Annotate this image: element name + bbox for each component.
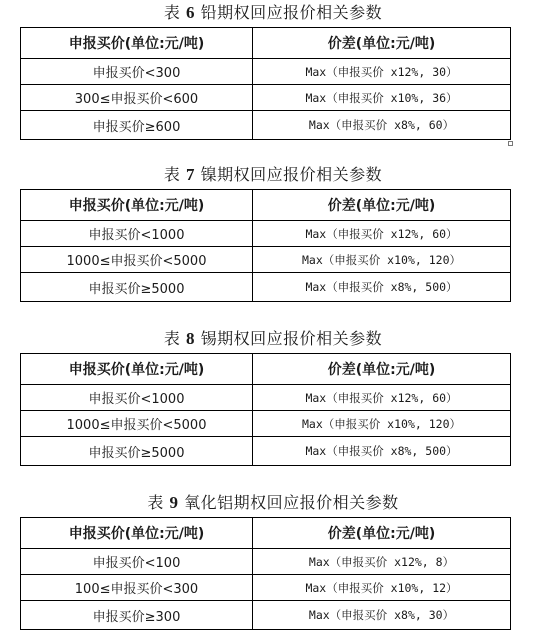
table-row xyxy=(21,437,511,466)
table-row xyxy=(21,221,511,247)
price-range-cell: 申报买价≥300 xyxy=(21,601,253,630)
table-title: 铅期权回应报价相关参数 xyxy=(200,3,383,22)
spread-header: 价差(单位:元/吨) xyxy=(253,518,511,549)
price-range-cell: 1000≤申报买价<5000 xyxy=(21,247,253,273)
spread-formula-cell: Max（申报买价 x10%, 120） xyxy=(253,411,511,437)
spread-header: 价差(单位:元/吨) xyxy=(253,354,511,385)
table-label: 表 xyxy=(163,3,181,22)
table-row xyxy=(21,85,511,111)
price-range-cell: 申报买价<300 xyxy=(21,59,253,85)
table-row xyxy=(21,601,511,630)
table-label: 表 xyxy=(147,493,164,512)
table-label: 表 xyxy=(163,329,181,348)
spread-formula-cell: Max（申报买价 x12%, 30） xyxy=(253,59,511,85)
table-6 xyxy=(20,27,511,140)
price-header: 申报买价(单位:元/吨) xyxy=(21,28,253,59)
header-row xyxy=(21,354,511,385)
spread-formula-cell: Max（申报买价 x12%, 60） xyxy=(253,221,511,247)
table-label: 表 xyxy=(163,165,181,184)
spread-header: 价差(单位:元/吨) xyxy=(253,28,511,59)
price-range-cell: 300≤申报买价<600 xyxy=(21,85,253,111)
table-7-caption xyxy=(0,165,546,187)
price-header: 申报买价(单位:元/吨) xyxy=(21,354,253,385)
price-range-cell: 申报买价<1000 xyxy=(21,221,253,247)
table-9-caption xyxy=(0,493,546,515)
spread-formula-cell: Max（申报买价 x10%, 12） xyxy=(253,575,511,601)
table-row xyxy=(21,273,511,302)
price-range-cell: 申报买价≥5000 xyxy=(21,437,253,466)
table-9 xyxy=(20,517,511,630)
table-row xyxy=(21,111,511,140)
price-range-cell: 申报买价<100 xyxy=(21,549,253,575)
price-header: 申报买价(单位:元/吨) xyxy=(21,190,253,221)
table-title: 氧化铝期权回应报价相关参数 xyxy=(184,493,399,512)
spread-formula-cell: Max（申报买价 x10%, 36） xyxy=(253,85,511,111)
table-row xyxy=(21,575,511,601)
price-range-cell: 申报买价<1000 xyxy=(21,385,253,411)
table-number: 9 xyxy=(169,493,179,512)
table-7 xyxy=(20,189,511,302)
spread-formula-cell: Max（申报买价 x12%, 8） xyxy=(253,549,511,575)
table-row xyxy=(21,385,511,411)
table-number: 7 xyxy=(186,165,195,184)
spread-formula-cell: Max（申报买价 x10%, 120） xyxy=(253,247,511,273)
spread-formula-cell: Max（申报买价 x8%, 30） xyxy=(253,601,511,630)
price-range-cell: 100≤申报买价<300 xyxy=(21,575,253,601)
table-number: 8 xyxy=(186,329,195,348)
spread-formula-cell: Max（申报买价 x8%, 500） xyxy=(253,437,511,466)
header-row xyxy=(21,190,511,221)
table-8-caption xyxy=(0,329,546,351)
spread-formula-cell: Max（申报买价 x12%, 60） xyxy=(253,385,511,411)
spread-header: 价差(单位:元/吨) xyxy=(253,190,511,221)
spread-formula-cell: Max（申报买价 x8%, 500） xyxy=(253,273,511,302)
price-range-cell: 申报买价≥600 xyxy=(21,111,253,140)
table-title: 镍期权回应报价相关参数 xyxy=(200,165,383,184)
price-range-cell: 申报买价≥5000 xyxy=(21,273,253,302)
table-resize-handle[interactable] xyxy=(508,141,513,146)
table-row xyxy=(21,411,511,437)
table-6-caption xyxy=(0,3,546,25)
table-8 xyxy=(20,353,511,466)
price-header: 申报买价(单位:元/吨) xyxy=(21,518,253,549)
spread-formula-cell: Max（申报买价 x8%, 60） xyxy=(253,111,511,140)
table-row xyxy=(21,59,511,85)
header-row xyxy=(21,28,511,59)
table-title: 锡期权回应报价相关参数 xyxy=(200,329,383,348)
header-row xyxy=(21,518,511,549)
table-row xyxy=(21,549,511,575)
price-range-cell: 1000≤申报买价<5000 xyxy=(21,411,253,437)
table-number: 6 xyxy=(186,3,195,22)
table-row xyxy=(21,247,511,273)
